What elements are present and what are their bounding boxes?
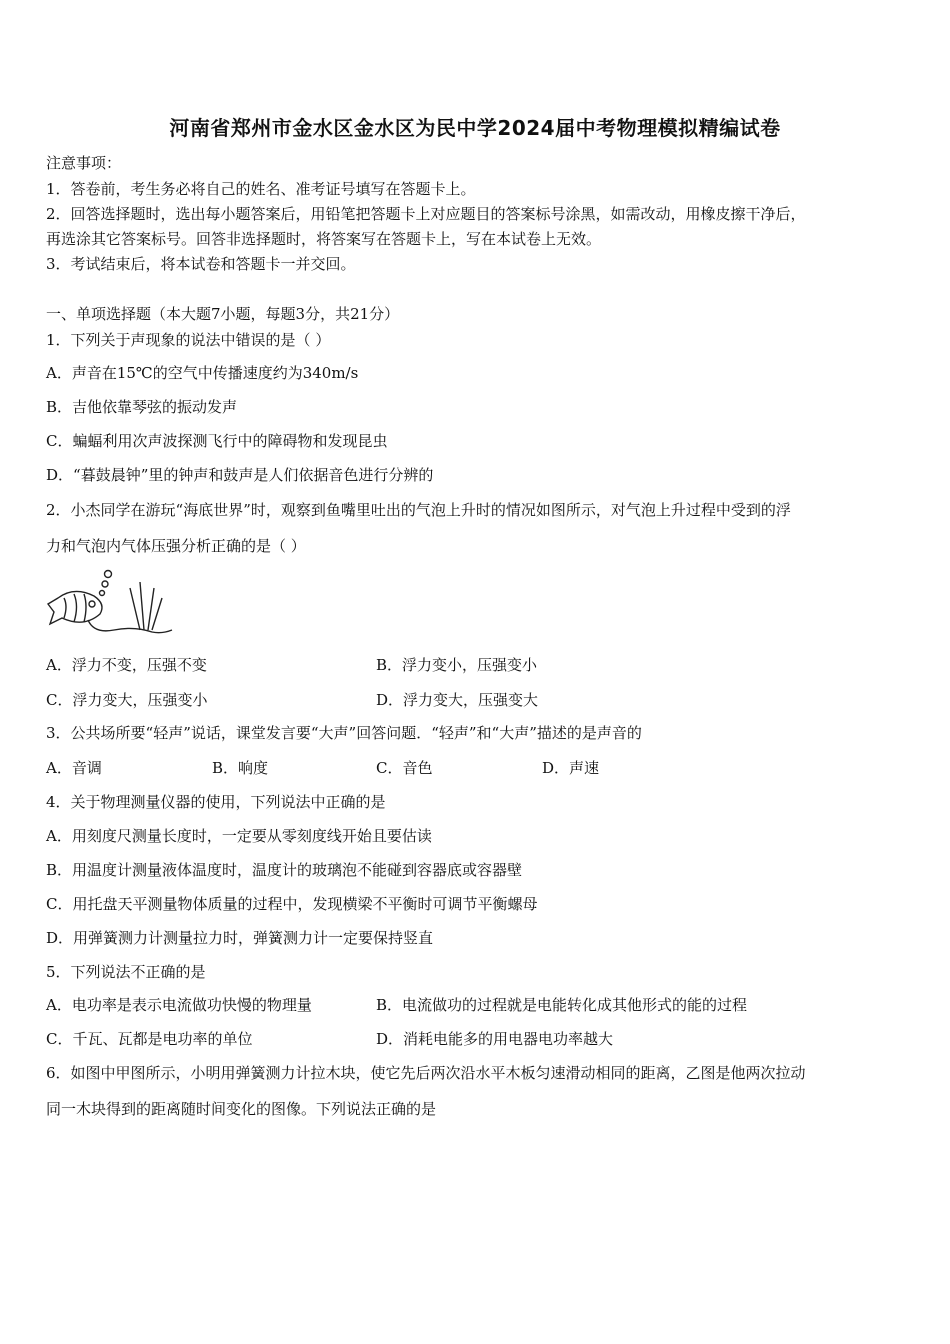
q2-option-b: B．浮力变小，压强变小 xyxy=(376,656,538,674)
page-title: 河南省郑州市金水区金水区为民中学2024届中考物理模拟精编试卷 xyxy=(169,116,781,140)
q6-stem-line2: 同一木块得到的距离随时间变化的图像。下列说法正确的是 xyxy=(46,1100,437,1118)
q4-option-c: C．用托盘天平测量物体质量的过程中，发现横梁不平衡时可调节平衡螺母 xyxy=(46,895,538,913)
q4-option-b: B．用温度计测量液体温度时，温度计的玻璃泡不能碰到容器底或容器壁 xyxy=(46,861,523,879)
q2-option-d: D．浮力变大，压强变大 xyxy=(376,691,539,709)
q4-option-d: D．用弹簧测力计测量拉力时，弹簧测力计一定要保持竖直 xyxy=(46,929,434,947)
notice-item-2-cont: 再选涂其它答案标号。回答非选择题时，将答案写在答题卡上，写在本试卷上无效。 xyxy=(46,230,602,248)
q3-option-b: B．响度 xyxy=(212,759,269,777)
q4-stem: 4．关于物理测量仪器的使用，下列说法中正确的是 xyxy=(46,793,386,811)
q3-option-a: A．音调 xyxy=(46,759,102,777)
q2-stem-line1: 2．小杰同学在游玩“海底世界”时，观察到鱼嘴里吐出的气泡上升时的情况如图所示，对气泡上升过程中受到的浮 xyxy=(46,501,791,519)
fish-stripes xyxy=(64,594,86,622)
section-heading: 一、单项选择题（本大题7小题，每题3分，共21分） xyxy=(46,305,400,323)
q5-option-b: B．电流做功的过程就是电能转化成其他形式的能的过程 xyxy=(376,996,748,1014)
q6-stem-line1: 6．如图中甲图所示，小明用弹簧测力计拉木块，使它先后两次沿水平木板匀速滑动相同的距离，乙图是他两次拉动 xyxy=(46,1064,806,1082)
notice-heading: 注意事项： xyxy=(46,154,122,172)
q3-option-d: D．声速 xyxy=(542,759,600,777)
q5-option-c: C．千瓦、瓦都是电功率的单位 xyxy=(46,1030,253,1048)
q1-stem: 1．下列关于声现象的说法中错误的是（ ） xyxy=(46,331,331,349)
q5-option-d: D．消耗电能多的用电器电功率越大 xyxy=(376,1030,614,1048)
fish-bubble-figure xyxy=(44,568,174,640)
bubble-top xyxy=(105,571,112,578)
seabed-line xyxy=(88,620,172,633)
q2-stem-line2: 力和气泡内气体压强分析正确的是（ ） xyxy=(46,537,306,555)
q3-stem: 3．公共场所要“轻声”说话，课堂发言要“大声”回答问题．“轻声”和“大声”描述的是声音的 xyxy=(46,724,642,742)
q1-option-b: B．吉他依靠琴弦的振动发声 xyxy=(46,398,238,416)
q4-option-a: A．用刻度尺测量长度时，一定要从零刻度线开始且要估读 xyxy=(46,827,432,845)
q1-option-c: C．蝙蝠利用次声波探测飞行中的障碍物和发现昆虫 xyxy=(46,432,388,450)
bubble-middle xyxy=(102,581,108,587)
q1-option-a: A．声音在15℃的空气中传播速度约为340m/s xyxy=(46,364,359,382)
q3-option-c: C．音色 xyxy=(376,759,433,777)
q5-stem: 5．下列说法不正确的是 xyxy=(46,963,206,981)
q2-option-a: A．浮力不变，压强不变 xyxy=(46,656,207,674)
notice-item-3: 3．考试结束后，将本试卷和答题卡一并交回。 xyxy=(46,255,356,273)
fish-eye xyxy=(89,601,95,607)
notice-item-2: 2．回答选择题时，选出每小题答案后，用铅笔把答题卡上对应题目的答案标号涂黑，如需改动，用橡皮擦干净后， xyxy=(46,205,806,223)
seaweed xyxy=(130,582,162,630)
q2-option-c: C．浮力变大，压强变小 xyxy=(46,691,208,709)
q1-option-d: D．“暮鼓晨钟”里的钟声和鼓声是人们依据音色进行分辨的 xyxy=(46,466,434,484)
q5-option-a: A．电功率是表示电流做功快慢的物理量 xyxy=(46,996,312,1014)
notice-item-1: 1．答卷前，考生务必将自己的姓名、准考证号填写在答题卡上。 xyxy=(46,180,476,198)
bubble-bottom xyxy=(100,591,105,596)
